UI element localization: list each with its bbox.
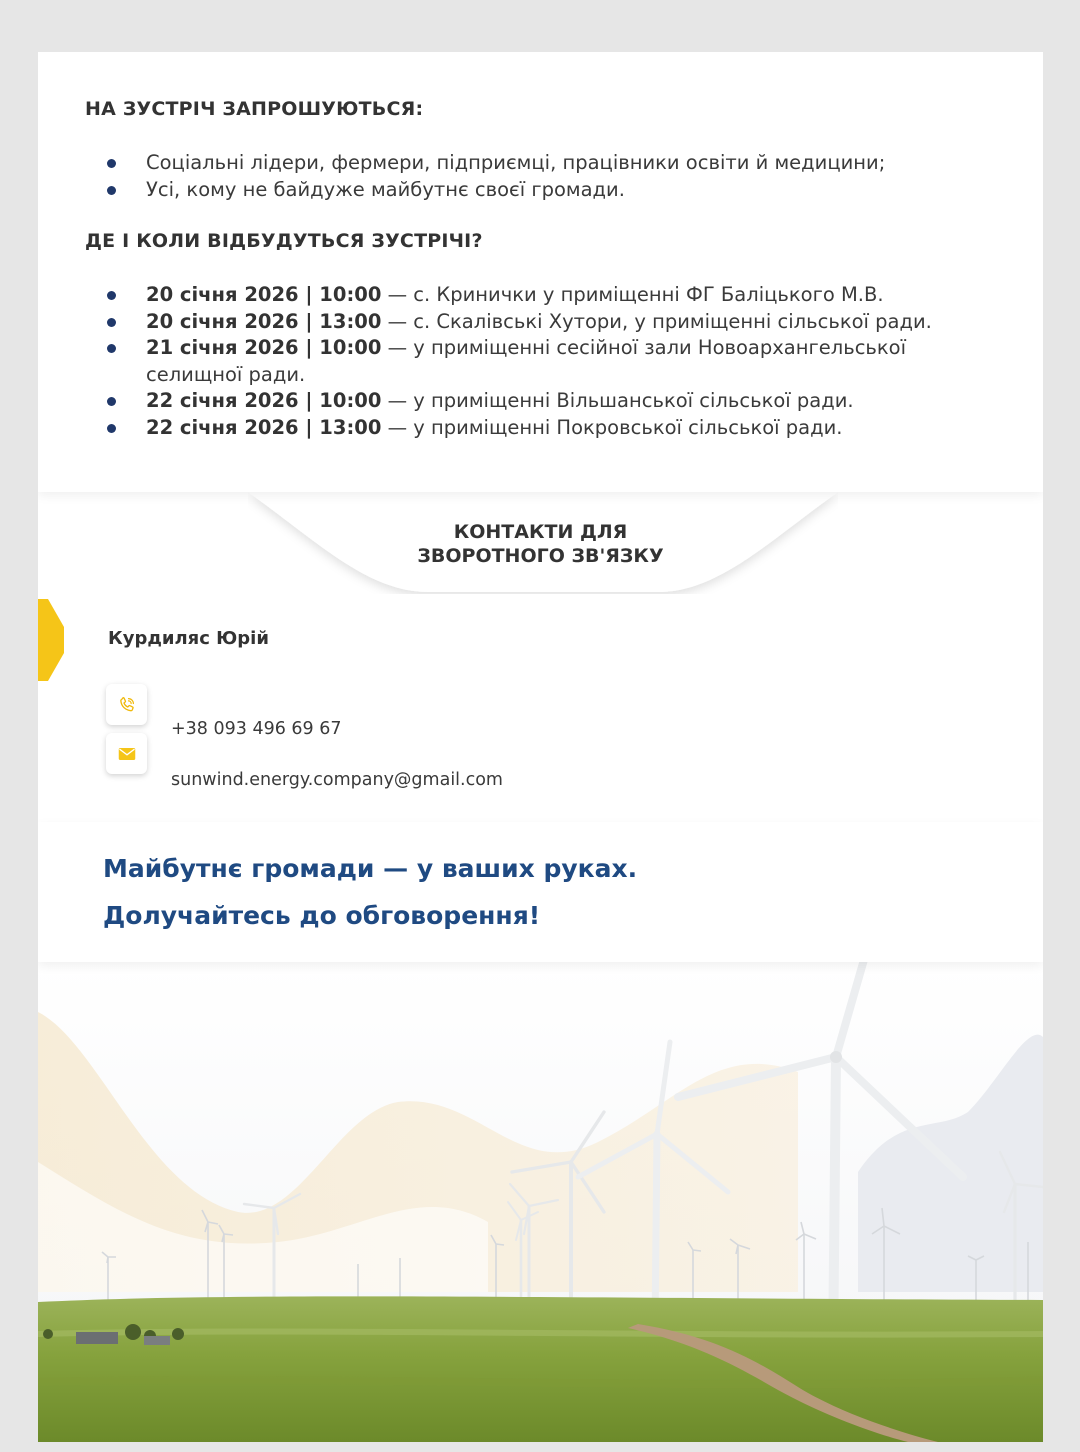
meeting-place: — у приміщенні Вільшанської сільської ради. bbox=[381, 389, 854, 412]
slogan-section bbox=[38, 822, 1043, 962]
contacts-section bbox=[38, 492, 1043, 822]
list-item bbox=[103, 415, 1003, 442]
meeting-place: — с. Кринички у приміщенні ФГ Баліцького М.В. bbox=[381, 283, 884, 306]
meeting-place: — с. Скалівські Хутори, у приміщенні сільської ради. bbox=[381, 309, 932, 333]
email-address[interactable]: sunwind.energy.company@gmail.com bbox=[171, 770, 503, 790]
phone-number[interactable]: +38 093 496 69 67 bbox=[171, 719, 342, 739]
meeting-datetime: 22 січня 2026 | 13:00 bbox=[146, 415, 382, 439]
flyer-page bbox=[38, 52, 1043, 1442]
contacts-title-line: КОНТАКТИ ДЛЯ bbox=[453, 521, 628, 543]
meeting-place: — у приміщенні сесійної зали Новоархангельської селищної ради. bbox=[146, 336, 907, 386]
meetings-heading: ДЕ І КОЛИ ВІДБУДУТЬСЯ ЗУСТРІЧІ? bbox=[85, 230, 483, 252]
list-item bbox=[103, 282, 1003, 309]
list-item bbox=[103, 309, 1003, 336]
meeting-datetime: 21 січня 2026 | 10:00 bbox=[146, 336, 382, 359]
contacts-title bbox=[38, 520, 1043, 568]
slogan-line-2: Долучайтесь до обговорення! bbox=[103, 901, 541, 930]
accent-marker bbox=[38, 599, 64, 681]
list-item bbox=[103, 388, 1003, 415]
contacts-title-line: ЗВОРОТНОГО ЗВ'ЯЗКУ bbox=[417, 545, 664, 567]
meetings-list bbox=[103, 282, 1003, 441]
meeting-datetime: 20 січня 2026 | 13:00 bbox=[146, 309, 382, 333]
contact-person: Курдиляс Юрій bbox=[108, 628, 269, 649]
list-item: Соціальні лідери, фермери, підприємці, працівники освіти й медицини; bbox=[103, 150, 1003, 177]
meeting-datetime: 20 січня 2026 | 10:00 bbox=[146, 283, 382, 306]
slogan-line-1: Майбутнє громади — у ваших руках. bbox=[103, 854, 638, 883]
meeting-datetime: 22 січня 2026 | 10:00 bbox=[146, 389, 382, 412]
wind-farm-landscape bbox=[38, 962, 1043, 1442]
phone-icon[interactable] bbox=[106, 684, 147, 725]
meeting-place: — у приміщенні Покровської сільської ради. bbox=[381, 415, 843, 439]
invited-list bbox=[103, 150, 1003, 203]
mail-icon[interactable] bbox=[106, 733, 147, 774]
list-item: Усі, кому не байдуже майбутнє своєї громади. bbox=[103, 177, 1003, 204]
list-item bbox=[103, 335, 1003, 388]
info-section bbox=[38, 52, 1043, 492]
invited-heading: НА ЗУСТРІЧ ЗАПРОШУЮТЬСЯ: bbox=[85, 98, 424, 120]
